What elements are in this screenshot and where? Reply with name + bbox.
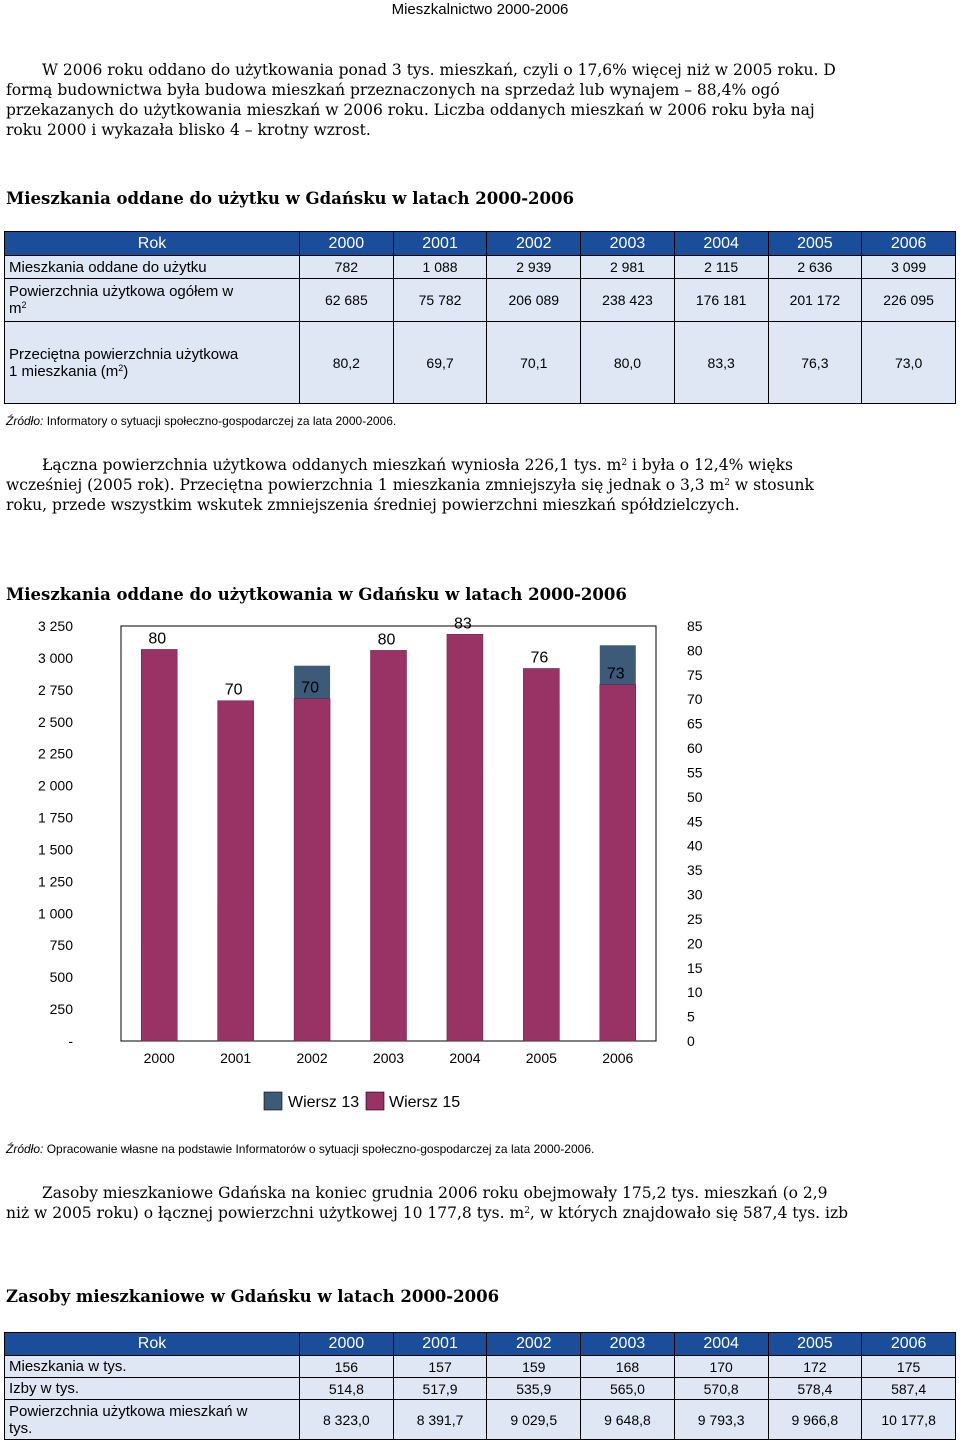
text-span: Łączna powierzchnia użytkowa oddanych mieszkań wyniosła 226,1 tys. m (42, 456, 622, 474)
table-cell: 565,0 (581, 1378, 675, 1400)
left-tick-label: 1 750 (37, 809, 73, 826)
mid-paragraph (6, 455, 960, 515)
data-label: 70 (224, 681, 243, 699)
row-label (5, 322, 300, 404)
table-cell: 76,3 (768, 322, 862, 404)
right-tick-label: 85 (687, 618, 703, 634)
row-label-line: 1 mieszkania (m (9, 362, 119, 380)
header-cell: 2000 (300, 232, 394, 256)
row-label (5, 279, 300, 322)
mid-line (6, 475, 960, 495)
text-span: w stosunk (729, 476, 814, 494)
left-tick-label: 2 500 (37, 713, 73, 730)
text-span: i była o 12,4% więks (627, 456, 793, 474)
row-label-tail: ) (123, 362, 129, 380)
bar-wiersz-15 (218, 701, 254, 1041)
data-label: 83 (454, 615, 472, 633)
table-cell: 587,4 (862, 1378, 956, 1400)
x-tick-label: 2001 (220, 1050, 252, 1066)
table-cell: 3 099 (862, 256, 956, 279)
table-cell: 9 793,3 (674, 1400, 768, 1440)
table-cell: 69,7 (393, 322, 487, 404)
superscript: 2 (118, 362, 124, 373)
header-cell: 2006 (862, 1333, 956, 1356)
table-cell: 168 (581, 1356, 675, 1378)
right-tick-label: 5 (687, 1008, 695, 1025)
source-text: Opracowanie własne na podstawie Informatorów o sytuacji społeczno-gospodarczej za lata 2000-2006. (43, 1142, 595, 1156)
table-cell: 2 939 (487, 256, 581, 279)
intro-line: przekazanych do użytkowania mieszkań w 2006 roku. Liczba oddanych mieszkań w 2006 roku była naj (6, 101, 815, 119)
header-cell: 2000 (300, 1333, 394, 1356)
table2-title: Zasoby mieszkaniowe w Gdańsku w latach 2000-2006 (6, 1287, 500, 1306)
table-cell: 70,1 (487, 322, 581, 404)
table-row (5, 1356, 956, 1378)
bar-chart (0, 612, 960, 1122)
text-span: , w których znajdowało się 587,4 tys. izb (529, 1204, 849, 1222)
right-tick-label: 15 (687, 959, 703, 976)
data-label: 73 (606, 665, 625, 683)
bar-wiersz-15 (371, 650, 407, 1041)
row-label: Mieszkania oddane do użytku (5, 256, 300, 279)
table-header-row (5, 1333, 956, 1356)
right-tick-label: 30 (687, 886, 703, 903)
x-tick-label: 2004 (449, 1050, 481, 1066)
table-cell: 570,8 (674, 1378, 768, 1400)
table-cell: 157 (393, 1356, 487, 1378)
header-cell: 2004 (674, 232, 768, 256)
bar-wiersz-15 (141, 649, 177, 1041)
row-label-line: tys. (9, 1419, 33, 1437)
table-row (5, 256, 956, 279)
table-row (5, 1400, 956, 1440)
table-cell: 9 029,5 (487, 1400, 581, 1440)
right-tick-label: 65 (687, 715, 703, 732)
table1-title: Mieszkania oddane do użytku w Gdańsku w latach 2000-2006 (6, 189, 574, 208)
table-row (5, 1378, 956, 1400)
row-label-line: Przeciętna powierzchnia użytkowa (9, 345, 239, 363)
table-cell: 83,3 (674, 322, 768, 404)
left-tick-label: 1 500 (37, 841, 73, 858)
superscript: 2 (524, 1206, 530, 1216)
header-cell: 2005 (768, 232, 862, 256)
bottom-paragraph (6, 1183, 960, 1223)
table-cell: 75 782 (393, 279, 487, 322)
source-prefix: Źródło: (6, 1142, 44, 1156)
left-tick-label: - (68, 1033, 73, 1049)
table2 (4, 1332, 956, 1440)
row-label: Mieszkania w tys. (5, 1356, 300, 1378)
header-cell: 2004 (674, 1333, 768, 1356)
header-cell: 2002 (487, 232, 581, 256)
table-cell: 2 981 (581, 256, 675, 279)
text-span: niż w 2005 roku) o łącznej powierzchni użytkowej 10 177,8 tys. m (6, 1204, 525, 1222)
right-tick-label: 75 (687, 666, 703, 683)
right-tick-label: 45 (687, 813, 703, 830)
x-tick-label: 2000 (143, 1050, 175, 1066)
text-span: wcześniej (2005 rok). Przeciętna powierzchnia 1 mieszkania zmniejszyła się jednak o 3,3 m (6, 476, 725, 494)
superscript: 2 (621, 458, 628, 468)
table-cell: 517,9 (393, 1378, 487, 1400)
right-tick-label: 25 (687, 910, 703, 927)
table-cell: 782 (300, 256, 394, 279)
table-cell: 176 181 (674, 279, 768, 322)
bottom-line: Zasoby mieszkaniowe Gdańska na koniec grudnia 2006 roku obejmowały 175,2 tys. mieszkań (o 2,9 (42, 1184, 828, 1202)
bar-wiersz-15 (600, 685, 636, 1041)
table-header-row (5, 232, 956, 256)
table-cell: 238 423 (581, 279, 675, 322)
table-cell: 9 648,8 (581, 1400, 675, 1440)
left-tick-label: 3 250 (37, 618, 73, 634)
table1-source (6, 414, 396, 428)
header-cell: 2005 (768, 1333, 862, 1356)
table-cell: 201 172 (768, 279, 862, 322)
x-tick-label: 2002 (296, 1050, 328, 1066)
row-label-line: Powierzchnia użytkowa ogółem w (9, 283, 234, 300)
right-tick-label: 55 (687, 764, 703, 781)
chart-source (6, 1142, 594, 1156)
legend-swatch-wiersz-13 (264, 1092, 282, 1110)
superscript: 2 (724, 478, 730, 488)
table-cell: 206 089 (487, 279, 581, 322)
data-label: 76 (530, 649, 549, 667)
x-tick-label: 2005 (525, 1050, 557, 1066)
header-cell: 2001 (393, 1333, 487, 1356)
intro-paragraph (6, 60, 960, 140)
table-cell: 8 323,0 (300, 1400, 394, 1440)
intro-line: W 2006 roku oddano do użytkowania ponad 3 tys. mieszkań, czyli o 17,6% więcej niż w 2005 roku. D (42, 61, 836, 79)
legend-swatch-wiersz-15 (366, 1092, 384, 1110)
table-cell: 9 966,8 (768, 1400, 862, 1440)
bar-wiersz-15 (523, 668, 559, 1041)
right-tick-label: 60 (687, 740, 703, 757)
x-tick-label: 2006 (602, 1050, 634, 1066)
table-cell: 514,8 (300, 1378, 394, 1400)
intro-line: formą budownictwa była budowa mieszkań przeznaczonych na sprzedaż lub wynajem – 88,4% ogó (6, 81, 780, 99)
right-tick-label: 10 (687, 984, 703, 1001)
header-cell: 2002 (487, 1333, 581, 1356)
table-cell: 2 115 (674, 256, 768, 279)
bar-wiersz-15 (447, 634, 483, 1041)
table-cell: 172 (768, 1356, 862, 1378)
right-tick-label: 80 (687, 642, 703, 659)
table-cell: 8 391,7 (393, 1400, 487, 1440)
right-tick-label: 40 (687, 837, 703, 854)
table1 (4, 231, 956, 404)
source-prefix: Źródło: (6, 414, 44, 428)
row-label (5, 1400, 300, 1440)
table-cell: 535,9 (487, 1378, 581, 1400)
legend-label: Wiersz 13 (288, 1094, 360, 1111)
right-tick-label: 0 (687, 1033, 695, 1049)
header-cell: Rok (5, 1333, 300, 1356)
table-cell: 170 (674, 1356, 768, 1378)
right-axis (687, 618, 703, 1049)
x-tick-label: 2003 (372, 1050, 405, 1066)
source-text: Informatory o sytuacji społeczno-gospodarczej za lata 2000-2006. (43, 414, 397, 428)
legend (264, 1092, 460, 1111)
left-tick-label: 2 000 (37, 777, 73, 794)
header-cell: Rok (5, 232, 300, 256)
table-row (5, 279, 956, 322)
left-tick-label: 1 250 (37, 873, 73, 890)
page-header: Mieszkalnictwo 2000-2006 (391, 1, 569, 18)
table-cell: 62 685 (300, 279, 394, 322)
superscript: 2 (21, 300, 27, 310)
table-row (5, 322, 956, 404)
table-cell: 578,4 (768, 1378, 862, 1400)
row-label-line: m (9, 300, 22, 317)
right-tick-label: 20 (687, 935, 703, 952)
right-tick-label: 70 (687, 691, 703, 708)
header-cell: 2003 (581, 232, 675, 256)
legend-label: Wiersz 15 (389, 1094, 461, 1111)
row-label-line: Powierzchnia użytkowa mieszkań w (9, 1402, 248, 1420)
bars (141, 615, 636, 1041)
left-tick-label: 2 750 (37, 681, 73, 698)
header-cell: 2006 (862, 232, 956, 256)
data-label: 80 (148, 630, 167, 648)
header-cell: 2003 (581, 1333, 675, 1356)
left-tick-label: 2 250 (37, 745, 73, 762)
intro-line: roku 2000 i wykazała blisko 4 – krotny wzrost. (6, 121, 371, 139)
bar-wiersz-15 (294, 699, 330, 1041)
table-cell: 10 177,8 (862, 1400, 956, 1440)
chart-title: Mieszkania oddane do użytkowania w Gdańsku w latach 2000-2006 (6, 585, 627, 604)
table-cell: 2 636 (768, 256, 862, 279)
table-cell: 159 (487, 1356, 581, 1378)
x-axis (144, 1050, 634, 1066)
left-tick-label: 1 000 (37, 905, 73, 922)
left-tick-label: 250 (49, 1001, 73, 1018)
left-axis (38, 618, 73, 1049)
table-cell: 80,0 (581, 322, 675, 404)
data-label: 70 (301, 679, 319, 697)
table-cell: 1 088 (393, 256, 487, 279)
right-tick-label: 35 (687, 862, 703, 879)
table-cell: 175 (862, 1356, 956, 1378)
table-cell: 226 095 (862, 279, 956, 322)
table-cell: 156 (300, 1356, 394, 1378)
bottom-line (6, 1203, 960, 1223)
header-cell: 2001 (393, 232, 487, 256)
left-tick-label: 3 000 (37, 649, 73, 666)
table-cell: 73,0 (862, 322, 956, 404)
table-cell: 80,2 (300, 322, 394, 404)
row-label: Izby w tys. (5, 1378, 300, 1400)
mid-line (6, 455, 960, 475)
mid-line: roku, przede wszystkim wskutek zmniejszenia średniej powierzchni mieszkań spółdzielczych. (6, 496, 740, 514)
data-label: 80 (377, 631, 396, 649)
right-tick-label: 50 (687, 788, 703, 805)
left-tick-label: 500 (49, 969, 73, 986)
left-tick-label: 750 (49, 937, 73, 954)
